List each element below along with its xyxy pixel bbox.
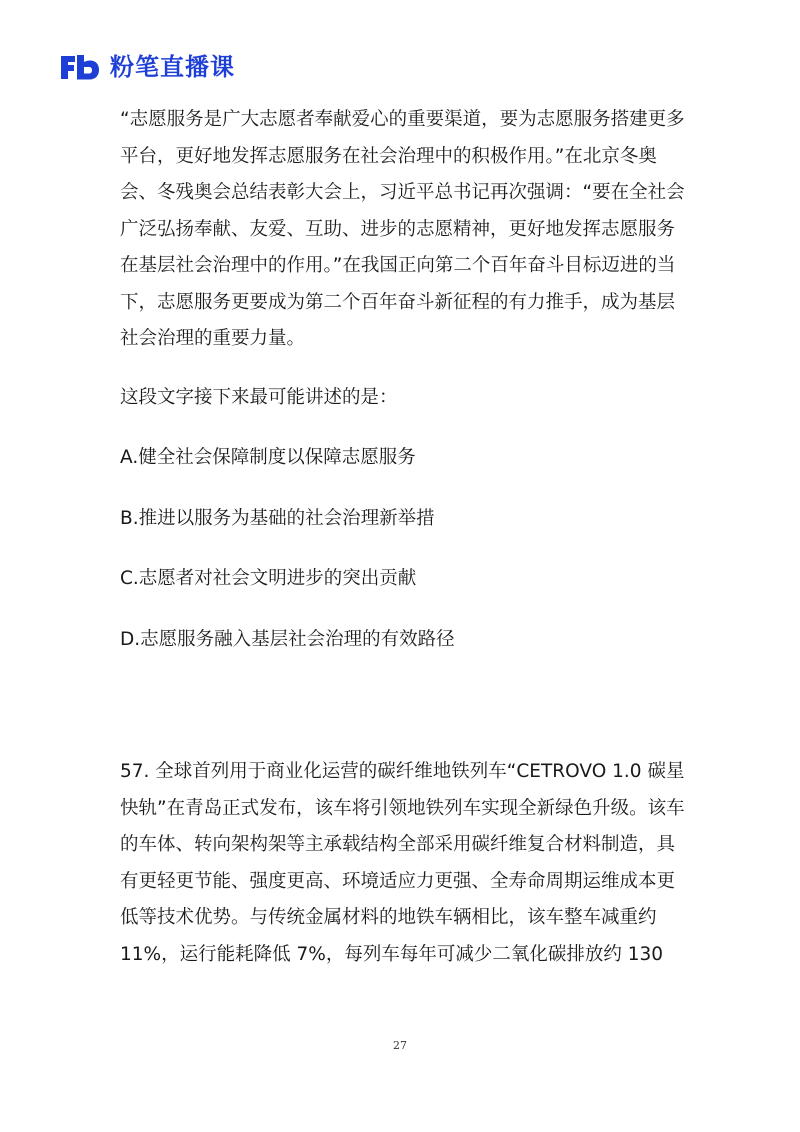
question-57-text: 57. 全球首列用于商业化运营的碳纤维地铁列车“CETROVO 1.0 碳星快轨”在青岛正式发布，该车将引领地铁列车实现全新绿色升级。该车的车体、转向架构架等主承载结构全部采用碳纤维复合材料制造，具有更轻更节能、强度更高、环境适应力更强、全寿命周期运维成本更低等技术优势。与传统金属材料的地铁车辆相比，该车整车减重约 11%，运行能耗降低 7%，每列车每年可减少二氧化碳排放约 130 (120, 761, 685, 965)
page-header (58, 50, 235, 84)
fb-logo-icon (58, 52, 102, 82)
page-number: 27 (393, 1039, 407, 1052)
option-d: D.志愿服务融入基层社会治理的有效路径 (120, 628, 455, 650)
reading-passage: “志愿服务是广大志愿者奉献爱心的重要渠道，要为志愿服务搭建更多平台，更好地发挥志愿服务在社会治理中的积极作用。”在北京冬奥会、冬残奥会总结表彰大会上，习近平总书记再次强调：“要在全社会广泛弘扬奉献、友爱、互助、进步的志愿精神，更好地发挥志愿服务在基层社会治理中的作用。”在我国正向第二个百年奋斗目标迈进的当下，志愿服务更要成为第二个百年奋斗新征程的有力推手，成为基层社会治理的重要力量。 (120, 109, 685, 349)
brand-name: 粉笔直播课 (110, 53, 235, 81)
option-a: A.健全社会保障制度以保障志愿服务 (120, 447, 416, 468)
option-b: B.推进以服务为基础的社会治理新举措 (120, 507, 435, 529)
option-c: C.志愿者对社会文明进步的突出贡献 (120, 568, 417, 589)
document-body (120, 102, 690, 973)
question-prompt: 这段文字接下来最可能讲述的是： (120, 386, 398, 408)
